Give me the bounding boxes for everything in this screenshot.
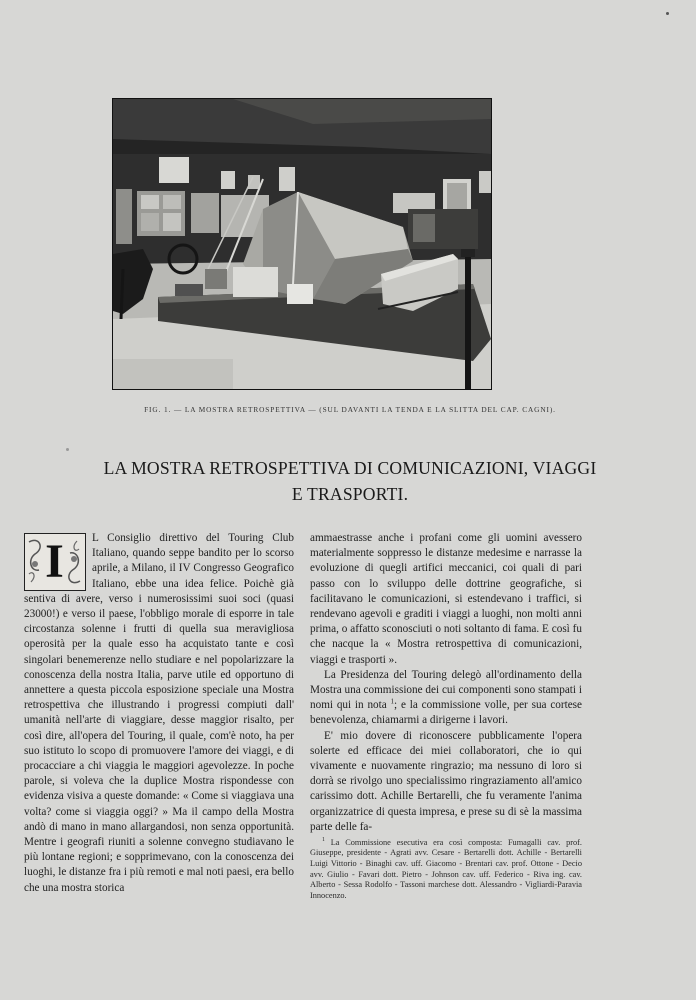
paragraph — [310, 668, 582, 729]
figure-caption: FIG. 1. — LA MOSTRA RETROSPETTIVA — (SUL DAVANTI LA TENDA E LA SLITTA DEL CAP. CAGNI). — [144, 405, 556, 414]
left-column-text: L Consiglio direttivo del Touring Club Italiano, quando seppe bandito per lo scorso aprile, a Milano, il IV Congresso Geografico Italiano, ebbe una idea felice. Poichè già sentiva di avere, verso i numerosissimi suoi soci (quasi 23000!) e verso il paese, l'obbligo morale di esporre in tale circostanza solenne i frutti di quella sua meravigliosa operosità per la quale esso ha acquistato tante e così singolari benemerenze nello studiare e nel popolarizzare la conoscenza della nostra Italia, parve utile ed opportuno di annettere a questa piccola esposizione speciale una Mostra retrospettiva che illustrando i progressi compiuti dall' umanità nell'arte di viaggiare, desse maggior risalto, per così dire, all'opera del Touring, il quale, com'è noto, ha per suo istituto lo scopo di promuovere l'amore dei viaggi, e di procacciare a chi viaggia le maggiori agevolezze. In poche parole, si voleva che la duplice Mostra rispondesse con evidenza visiva a queste domande: « Come si viaggiava una volta? come si viaggia oggi? » Ma il campo della Mostra andò di mano in mano allargandosi, non senza opportunità. Mentre i geografi riuniti a solenne convegno studiavano le più lontane regioni; e sopprimevano, con la conoscenza dei luoghi, le distanze fra i più remoti e mal noti paesi, era bello che una mostra storica — [24, 532, 294, 894]
footnote-text: La Commissione esecutiva era così composta: Fumagalli cav. prof. Giuseppe, presidente - Agrati avv. Cesare - Bertarelli dott. Achille - Bertarelli Luigi Vittorio - Binaghi cav. uff. Giacomo - Brentari cav. prof. Ottone - Decio avv. Giulio - Favari dott. Pietro - Johnson cav. uff. Federico - Riva ing. cav. Alberto - Sessa Rodolfo - Tassoni marchese dott. Alessandro - Vigliardi-Paravia Innocenzo. — [310, 837, 582, 900]
speck — [666, 12, 669, 15]
paragraph-text: La Presidenza del Touring delegò all'ordinamento della Mostra una commissione dei cui componenti sono stampati i nomi qui in nota — [310, 668, 582, 712]
ornamental-initial — [24, 533, 86, 591]
article-title — [40, 455, 660, 507]
left-column — [24, 531, 294, 896]
right-column — [310, 531, 582, 901]
footnote-reference[interactable]: 1 — [390, 697, 395, 706]
photo-illustration — [113, 99, 491, 389]
paragraph-text: ; e la commissione volle, per sua cortese benevolenza, chiamarmi a dirigerne i lavori. — [310, 699, 583, 727]
title-line: E TRASPORTI. — [291, 484, 409, 504]
title-line: LA MOSTRA RETROSPETTIVA DI COMUNICAZIONI, VIAGGI — [103, 458, 597, 478]
footnote — [310, 835, 582, 901]
dropcap-letter: I — [45, 535, 64, 588]
paragraph: E' mio dovere di riconoscere pubblicamente l'opera solerte ed efficace dei miei collaboratori, che io qui vivamente e nuovamente ringrazio; ma nessuno di loro si dorrà se rivolgo uno specialissimo ringraziamento all'amico carissimo dott. Achille Bertarelli, che fu veramente l'anima organizzatrice di questa impresa, e prese su di sè la massima parte delle fa- — [310, 729, 582, 833]
footnote-mark: 1 — [322, 837, 325, 844]
paragraph: ammaestrasse anche i profani come gli uomini avessero materialmente soppresso le distanze medesime e narrasse la evoluzione di quegli artifici meccanici, coi quali di pari passo con lo sviluppo delle dottrine geografiche, si facilitavano le comunicazioni, si estendevano i traffici, si rendevano agevoli e graditi i viaggi a luoghi, non molti anni prima, o affatto sconosciuti o noti soltanto di fama. E così fu che nacque la « Mostra retrospettiva di comunicazioni, viaggi e trasporti ». — [310, 532, 582, 666]
exhibition-photograph — [112, 98, 492, 390]
speck — [66, 448, 69, 451]
